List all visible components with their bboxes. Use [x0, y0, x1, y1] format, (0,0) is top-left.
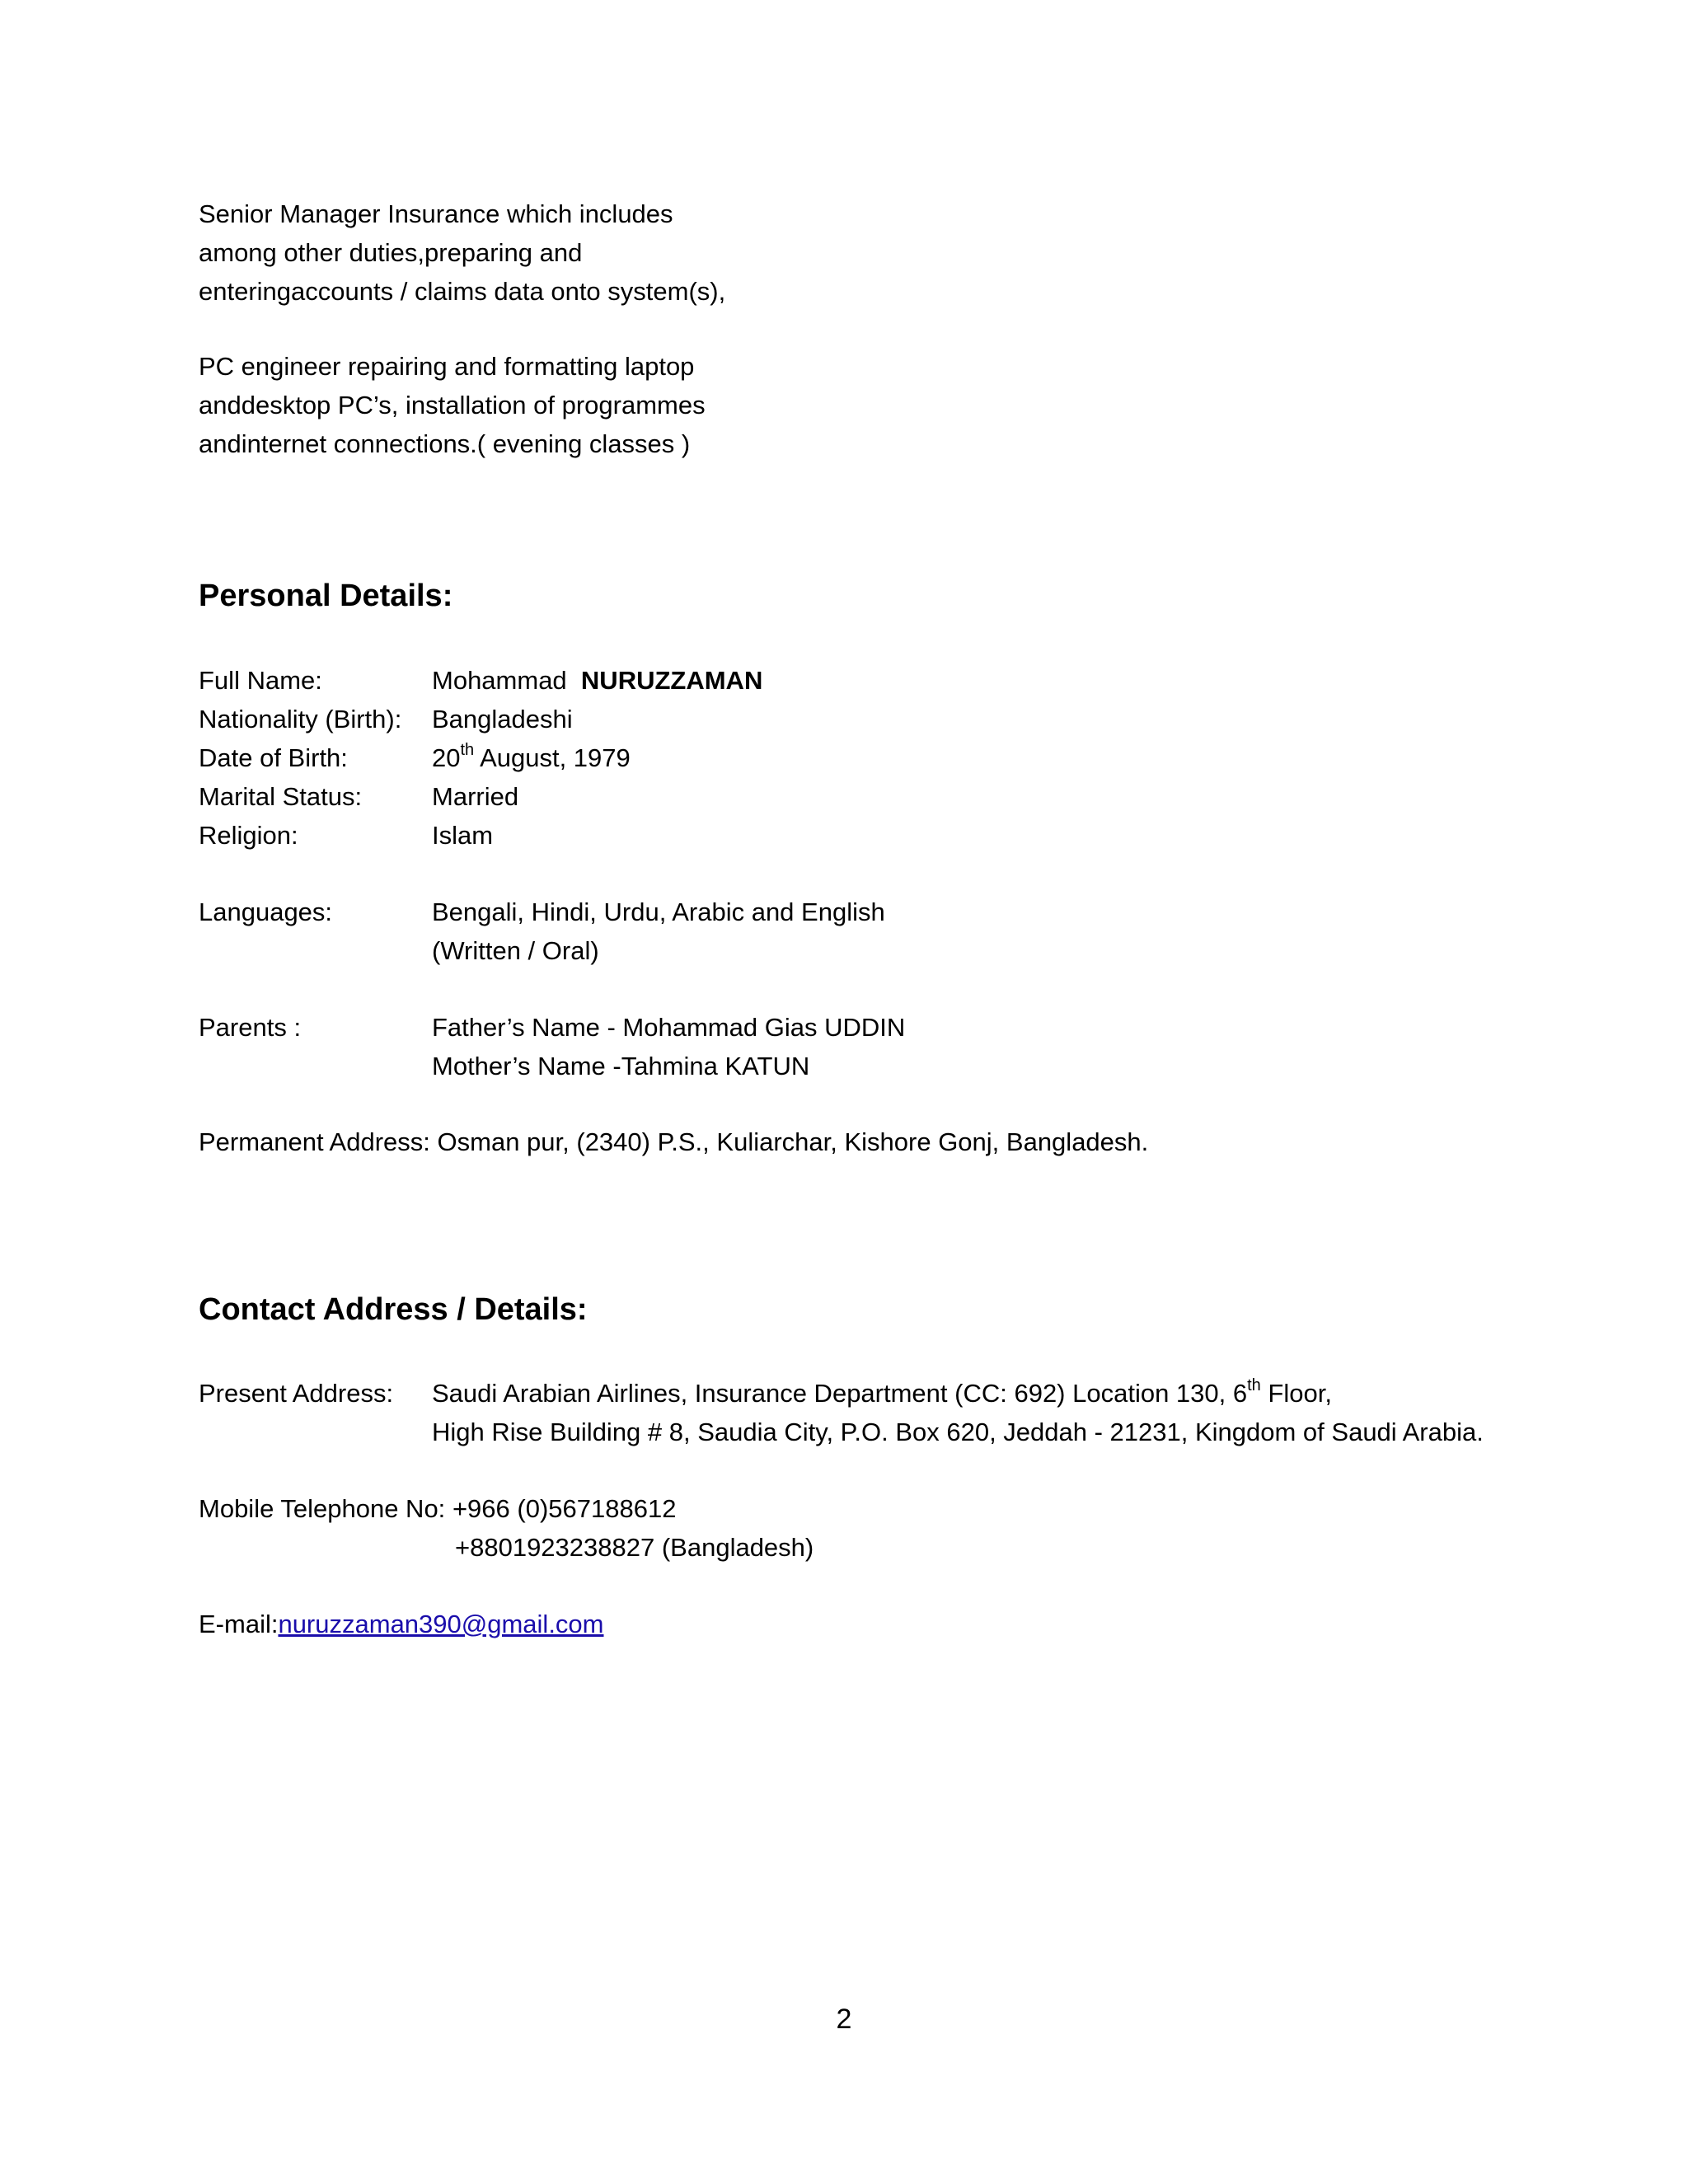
mobile-label: Mobile Telephone No: — [199, 1494, 446, 1523]
languages-value-2: (Written / Oral) — [432, 936, 599, 965]
contact-details-heading: Contact Address / Details: — [199, 1292, 588, 1327]
permanent-address-value: Osman pur, (2340) P.S., Kuliarchar, Kishore Gonj, Bangladesh. — [437, 1127, 1149, 1156]
floor-suffix: th — [1247, 1376, 1261, 1394]
last-name: NURUZZAMAN — [580, 666, 763, 695]
nationality-label: Nationality (Birth): — [199, 705, 402, 733]
present-address-line-2: High Rise Building # 8, Saudia City, P.O. Box 620, Jeddah - 21231, Kingdom of Saudi Arabia. — [432, 1418, 1484, 1446]
dob-value — [432, 738, 631, 777]
languages-value: Bengali, Hindi, Urdu, Arabic and English — [432, 898, 885, 926]
permanent-address-row — [199, 1122, 1148, 1161]
religion-label: Religion: — [199, 821, 298, 850]
nationality-value: Bangladeshi — [432, 705, 573, 733]
email-link[interactable]: nuruzzaman390@gmail.com — [278, 1610, 604, 1638]
full-name-label: Full Name: — [199, 666, 322, 695]
text-line: anddesktop PC’s, installation of programmes — [199, 391, 706, 419]
present-address-label: Present Address: — [199, 1379, 394, 1408]
mother-name: Mother’s Name -Tahmina KATUN — [432, 1052, 810, 1080]
text-line: PC engineer repairing and formatting laptop — [199, 352, 695, 381]
parents-label: Parents : — [199, 1013, 302, 1042]
first-name: Mohammad — [432, 666, 567, 695]
dob-rest: August, 1979 — [474, 743, 631, 772]
present-address-line-1-text: Saudi Arabian Airlines, Insurance Department (CC: 692) Location 130, 6 — [432, 1379, 1248, 1408]
email-label: E-mail: — [199, 1610, 279, 1638]
mobile-row — [199, 1489, 676, 1528]
present-address-line-1 — [432, 1374, 1332, 1413]
mobile-number-2: +8801923238827 (Bangladesh) — [455, 1533, 814, 1562]
full-name-value — [432, 661, 762, 700]
experience-paragraph-2 — [199, 347, 706, 463]
text-line: Senior Manager Insurance which includes — [199, 199, 673, 228]
email-row — [199, 1605, 604, 1643]
dob-day: 20 — [432, 743, 461, 772]
marital-label: Marital Status: — [199, 782, 363, 811]
religion-value: Islam — [432, 821, 494, 850]
text-line: enteringaccounts / claims data onto system(s), — [199, 277, 726, 306]
dob-suffix: th — [460, 740, 475, 759]
text-line: among other duties,preparing and — [199, 238, 583, 267]
personal-details-heading: Personal Details: — [199, 579, 453, 613]
dob-label: Date of Birth: — [199, 743, 348, 772]
languages-label: Languages: — [199, 898, 333, 926]
father-name: Father’s Name - Mohammad Gias UDDIN — [432, 1013, 906, 1042]
mobile-number-1: +966 (0)567188612 — [452, 1494, 677, 1523]
present-address-line-1-end: Floor, — [1260, 1379, 1332, 1408]
marital-value: Married — [432, 782, 519, 811]
permanent-address-label: Permanent Address: — [199, 1127, 430, 1156]
text-line: andinternet connections.( evening classes ) — [199, 429, 691, 458]
experience-paragraph-1 — [199, 194, 725, 311]
page-number: 2 — [836, 2004, 852, 2035]
